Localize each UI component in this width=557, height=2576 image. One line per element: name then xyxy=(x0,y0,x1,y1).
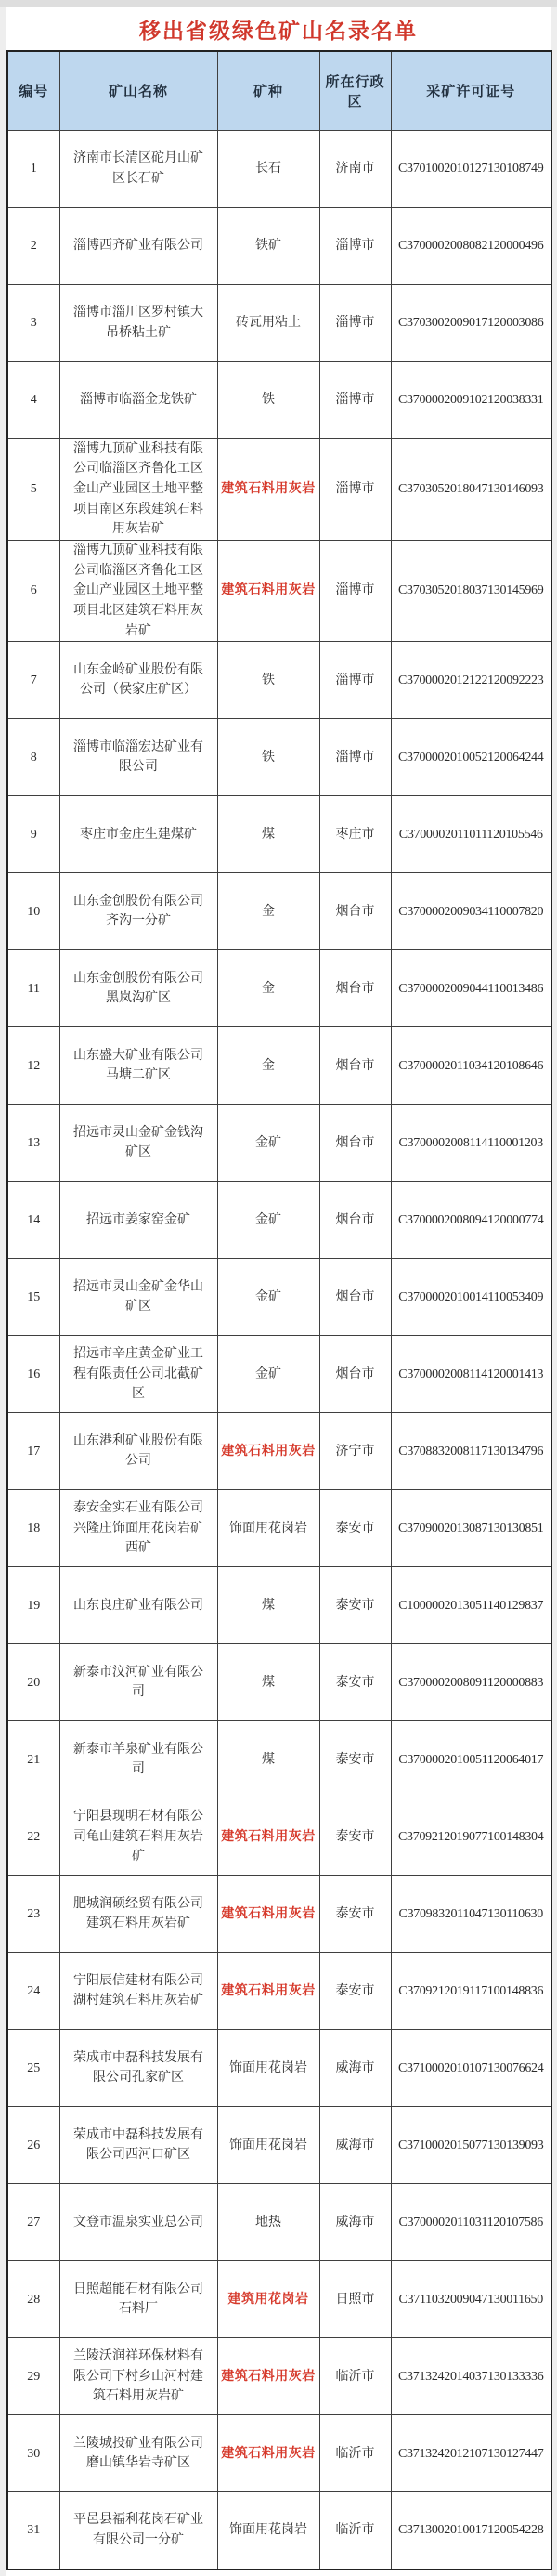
mineral-type-cell: 饰面用花岗岩 xyxy=(217,2107,319,2184)
row-number-cell: 29 xyxy=(7,2338,59,2415)
row-number-cell: 26 xyxy=(7,2107,59,2184)
table-row xyxy=(7,1644,551,1721)
license-number-cell: C3700002008091120000883 xyxy=(391,1644,551,1721)
region-cell: 烟台市 xyxy=(319,1182,391,1259)
license-number-cell: C3700002011011120105546 xyxy=(391,796,551,873)
row-number-cell: 5 xyxy=(7,438,59,540)
mineral-type-cell: 饰面用花岗岩 xyxy=(217,1490,319,1567)
row-number-cell: 14 xyxy=(7,1182,59,1259)
mineral-type-cell: 饰面用花岗岩 xyxy=(217,2492,319,2569)
mine-name-cell: 山东盛大矿业有限公司马塘二矿区 xyxy=(59,1027,217,1105)
row-number-cell: 7 xyxy=(7,642,59,719)
region-cell: 泰安市 xyxy=(319,1953,391,2030)
license-number-cell: C3700002009044110013486 xyxy=(391,950,551,1027)
region-cell: 淄博市 xyxy=(319,719,391,796)
column-header-mineral: 矿种 xyxy=(217,51,319,130)
region-cell: 临沂市 xyxy=(319,2338,391,2415)
table-row xyxy=(7,1721,551,1798)
region-cell: 淄博市 xyxy=(319,642,391,719)
row-number-cell: 15 xyxy=(7,1259,59,1336)
table-row xyxy=(7,2415,551,2492)
table-row xyxy=(7,2030,551,2107)
mineral-type-cell: 金矿 xyxy=(217,1182,319,1259)
mineral-type-cell: 建筑石料用灰岩 xyxy=(217,1798,319,1876)
mineral-type-cell: 金 xyxy=(217,950,319,1027)
license-number-cell: C3713242014037130133336 xyxy=(391,2338,551,2415)
region-cell: 烟台市 xyxy=(319,1259,391,1336)
document-sheet xyxy=(6,7,551,2576)
table-row xyxy=(7,873,551,950)
table-body xyxy=(7,130,551,2569)
mineral-type-cell: 建筑石料用灰岩 xyxy=(217,1876,319,1953)
license-number-cell: C3700002012122120092223 xyxy=(391,642,551,719)
region-cell: 临沂市 xyxy=(319,2415,391,2492)
table-row xyxy=(7,2261,551,2338)
row-number-cell: 24 xyxy=(7,1953,59,2030)
mine-name-cell: 新泰市羊泉矿业有限公司 xyxy=(59,1721,217,1798)
row-number-cell: 2 xyxy=(7,207,59,284)
mineral-type-cell: 建筑石料用灰岩 xyxy=(217,1413,319,1490)
mineral-type-cell: 金矿 xyxy=(217,1259,319,1336)
region-cell: 烟台市 xyxy=(319,1027,391,1105)
mine-name-cell: 招远市灵山金矿金钱沟矿区 xyxy=(59,1105,217,1182)
table-row xyxy=(7,361,551,438)
mine-name-cell: 山东金创股份有限公司齐沟一分矿 xyxy=(59,873,217,950)
table-row xyxy=(7,438,551,540)
region-cell: 泰安市 xyxy=(319,1644,391,1721)
mine-name-cell: 荣成市中磊科技发展有限公司西河口矿区 xyxy=(59,2107,217,2184)
mineral-type-cell: 建筑用花岗岩 xyxy=(217,2261,319,2338)
table-row xyxy=(7,642,551,719)
mine-name-cell: 淄博市临淄金龙铁矿 xyxy=(59,361,217,438)
mine-name-cell: 山东良庄矿业有限公司 xyxy=(59,1567,217,1644)
mine-name-cell: 枣庄市金庄生建煤矿 xyxy=(59,796,217,873)
mine-name-cell: 淄博市淄川区罗村镇大吊桥粘土矿 xyxy=(59,284,217,361)
license-number-cell: C3710002010107130076624 xyxy=(391,2030,551,2107)
mine-name-cell: 新泰市汶河矿业有限公司 xyxy=(59,1644,217,1721)
region-cell: 淄博市 xyxy=(319,540,391,641)
mineral-type-cell: 饰面用花岗岩 xyxy=(217,2030,319,2107)
license-number-cell: C3700002008082120000496 xyxy=(391,207,551,284)
table-row xyxy=(7,1105,551,1182)
mine-name-cell: 淄博九顶矿业科技有限公司临淄区齐鲁化工区金山产业园区土地平整项目北区建筑石料用灰岩矿 xyxy=(59,540,217,641)
row-number-cell: 6 xyxy=(7,540,59,641)
table-row xyxy=(7,1336,551,1413)
mine-name-cell: 兰陵城投矿业有限公司磨山镇华岩寺矿区 xyxy=(59,2415,217,2492)
row-number-cell: 12 xyxy=(7,1027,59,1105)
region-cell: 济宁市 xyxy=(319,1413,391,1490)
table-header xyxy=(7,51,551,130)
mineral-type-cell: 建筑石料用灰岩 xyxy=(217,540,319,641)
column-header-region: 所在行政区 xyxy=(319,51,391,130)
mineral-type-cell: 铁 xyxy=(217,642,319,719)
mineral-type-cell: 金 xyxy=(217,873,319,950)
license-number-cell: C3700002011031120107586 xyxy=(391,2184,551,2261)
mineral-type-cell: 长石 xyxy=(217,130,319,207)
row-number-cell: 25 xyxy=(7,2030,59,2107)
row-number-cell: 11 xyxy=(7,950,59,1027)
table-row xyxy=(7,284,551,361)
license-number-cell: C3703002009017120003086 xyxy=(391,284,551,361)
mine-name-cell: 淄博市临淄宏达矿业有限公司 xyxy=(59,719,217,796)
license-number-cell: C3700002008114110001203 xyxy=(391,1105,551,1182)
mine-name-cell: 山东港利矿业股份有限公司 xyxy=(59,1413,217,1490)
license-number-cell: C3700002008114120001413 xyxy=(391,1336,551,1413)
mine-name-cell: 山东金岭矿业股份有限公司（侯家庄矿区） xyxy=(59,642,217,719)
mine-name-cell: 山东金创股份有限公司黑岚沟矿区 xyxy=(59,950,217,1027)
region-cell: 烟台市 xyxy=(319,873,391,950)
mineral-type-cell: 建筑石料用灰岩 xyxy=(217,1953,319,2030)
license-number-cell: C3708832008117130134796 xyxy=(391,1413,551,1490)
mine-name-cell: 宁阳辰信建材有限公司湖村建筑石料用灰岩矿 xyxy=(59,1953,217,2030)
row-number-cell: 21 xyxy=(7,1721,59,1798)
license-number-cell: C3700002010014110053409 xyxy=(391,1259,551,1336)
region-cell: 淄博市 xyxy=(319,284,391,361)
mine-list-table xyxy=(6,50,552,2570)
mine-name-cell: 兰陵沃润祥环保材料有限公司下村乡山河村建筑石料用灰岩矿 xyxy=(59,2338,217,2415)
row-number-cell: 30 xyxy=(7,2415,59,2492)
mine-name-cell: 肥城润硕经贸有限公司建筑石料用灰岩矿 xyxy=(59,1876,217,1953)
license-number-cell: C3710002015077130139093 xyxy=(391,2107,551,2184)
license-number-cell: C3713242012107130127447 xyxy=(391,2415,551,2492)
license-number-cell: C3709212019117100148836 xyxy=(391,1953,551,2030)
license-number-cell: C3703052018037130145969 xyxy=(391,540,551,641)
license-number-cell: C1000002013051140129837 xyxy=(391,1567,551,1644)
mineral-type-cell: 地热 xyxy=(217,2184,319,2261)
row-number-cell: 10 xyxy=(7,873,59,950)
mineral-type-cell: 建筑石料用灰岩 xyxy=(217,2415,319,2492)
mine-name-cell: 日照超能石材有限公司石料厂 xyxy=(59,2261,217,2338)
license-number-cell: C3700002011034120108646 xyxy=(391,1027,551,1105)
table-row xyxy=(7,1182,551,1259)
table-row xyxy=(7,540,551,641)
mine-name-cell: 淄博西齐矿业有限公司 xyxy=(59,207,217,284)
mine-name-cell: 宁阳县现明石材有限公司龟山建筑石料用灰岩矿 xyxy=(59,1798,217,1876)
mine-name-cell: 平邑县福利花岗石矿业有限公司一分矿 xyxy=(59,2492,217,2569)
license-number-cell: C3701002010127130108749 xyxy=(391,130,551,207)
table-row xyxy=(7,1259,551,1336)
table-row xyxy=(7,719,551,796)
row-number-cell: 22 xyxy=(7,1798,59,1876)
region-cell: 淄博市 xyxy=(319,438,391,540)
mine-name-cell: 泰安金实石业有限公司兴隆庄饰面用花岗岩矿西矿 xyxy=(59,1490,217,1567)
license-number-cell: C3700002009034110007820 xyxy=(391,873,551,950)
table-row xyxy=(7,2107,551,2184)
table-row xyxy=(7,1413,551,1490)
mine-name-cell: 淄博九顶矿业科技有限公司临淄区齐鲁化工区金山产业园区土地平整项目南区东段建筑石料用灰岩矿 xyxy=(59,438,217,540)
row-number-cell: 31 xyxy=(7,2492,59,2569)
mineral-type-cell: 煤 xyxy=(217,1567,319,1644)
region-cell: 泰安市 xyxy=(319,1876,391,1953)
row-number-cell: 17 xyxy=(7,1413,59,1490)
mineral-type-cell: 铁 xyxy=(217,361,319,438)
row-number-cell: 1 xyxy=(7,130,59,207)
row-number-cell: 3 xyxy=(7,284,59,361)
mine-name-cell: 招远市灵山金矿金华山矿区 xyxy=(59,1259,217,1336)
table-row xyxy=(7,2184,551,2261)
region-cell: 威海市 xyxy=(319,2030,391,2107)
table-row xyxy=(7,950,551,1027)
mine-name-cell: 荣成市中磊科技发展有限公司孔家矿区 xyxy=(59,2030,217,2107)
row-number-cell: 18 xyxy=(7,1490,59,1567)
region-cell: 烟台市 xyxy=(319,1105,391,1182)
page-title: 移出省级绿色矿山名录名单 xyxy=(139,19,418,43)
region-cell: 淄博市 xyxy=(319,361,391,438)
table-row xyxy=(7,130,551,207)
row-number-cell: 9 xyxy=(7,796,59,873)
region-cell: 泰安市 xyxy=(319,1567,391,1644)
mine-name-cell: 文登市温泉实业总公司 xyxy=(59,2184,217,2261)
row-number-cell: 27 xyxy=(7,2184,59,2261)
column-header-name: 矿山名称 xyxy=(59,51,217,130)
license-number-cell: C3700002010052120064244 xyxy=(391,719,551,796)
mineral-type-cell: 煤 xyxy=(217,1721,319,1798)
table-row xyxy=(7,2338,551,2415)
license-number-cell: C3711032009047130011650 xyxy=(391,2261,551,2338)
table-row xyxy=(7,207,551,284)
region-cell: 日照市 xyxy=(319,2261,391,2338)
region-cell: 淄博市 xyxy=(319,207,391,284)
table-row xyxy=(7,1876,551,1953)
mine-name-cell: 招远市辛庄黄金矿业工程有限责任公司北截矿区 xyxy=(59,1336,217,1413)
mineral-type-cell: 金 xyxy=(217,1027,319,1105)
table-row xyxy=(7,1953,551,2030)
region-cell: 济南市 xyxy=(319,130,391,207)
region-cell: 威海市 xyxy=(319,2184,391,2261)
row-number-cell: 20 xyxy=(7,1644,59,1721)
mineral-type-cell: 金矿 xyxy=(217,1105,319,1182)
region-cell: 枣庄市 xyxy=(319,796,391,873)
row-number-cell: 4 xyxy=(7,361,59,438)
title-band xyxy=(6,7,551,50)
mineral-type-cell: 煤 xyxy=(217,796,319,873)
row-number-cell: 19 xyxy=(7,1567,59,1644)
column-header-number: 编号 xyxy=(7,51,59,130)
table-row xyxy=(7,1490,551,1567)
row-number-cell: 28 xyxy=(7,2261,59,2338)
license-number-cell: C3713002010017120054228 xyxy=(391,2492,551,2569)
region-cell: 泰安市 xyxy=(319,1721,391,1798)
column-header-license: 采矿许可证号 xyxy=(391,51,551,130)
mineral-type-cell: 建筑石料用灰岩 xyxy=(217,2338,319,2415)
license-number-cell: C3700002010051120064017 xyxy=(391,1721,551,1798)
license-number-cell: C3709832011047130110630 xyxy=(391,1876,551,1953)
page-top-margin xyxy=(0,0,557,7)
row-number-cell: 16 xyxy=(7,1336,59,1413)
table-row xyxy=(7,2492,551,2569)
mineral-type-cell: 铁 xyxy=(217,719,319,796)
mineral-type-cell: 铁矿 xyxy=(217,207,319,284)
license-number-cell: C3703052018047130146093 xyxy=(391,438,551,540)
license-number-cell: C3709212019077100148304 xyxy=(391,1798,551,1876)
mine-name-cell: 招远市姜家窑金矿 xyxy=(59,1182,217,1259)
region-cell: 泰安市 xyxy=(319,1798,391,1876)
region-cell: 威海市 xyxy=(319,2107,391,2184)
region-cell: 临沂市 xyxy=(319,2492,391,2569)
row-number-cell: 13 xyxy=(7,1105,59,1182)
row-number-cell: 8 xyxy=(7,719,59,796)
region-cell: 烟台市 xyxy=(319,1336,391,1413)
table-row xyxy=(7,1027,551,1105)
mineral-type-cell: 煤 xyxy=(217,1644,319,1721)
mine-name-cell: 济南市长清区砣月山矿区长石矿 xyxy=(59,130,217,207)
row-number-cell: 23 xyxy=(7,1876,59,1953)
license-number-cell: C3709002013087130130851 xyxy=(391,1490,551,1567)
mineral-type-cell: 金矿 xyxy=(217,1336,319,1413)
license-number-cell: C3700002008094120000774 xyxy=(391,1182,551,1259)
region-cell: 泰安市 xyxy=(319,1490,391,1567)
table-row xyxy=(7,1567,551,1644)
mineral-type-cell: 砖瓦用粘土 xyxy=(217,284,319,361)
license-number-cell: C3700002009102120038331 xyxy=(391,361,551,438)
mineral-type-cell: 建筑石料用灰岩 xyxy=(217,438,319,540)
table-row xyxy=(7,1798,551,1876)
region-cell: 烟台市 xyxy=(319,950,391,1027)
table-row xyxy=(7,796,551,873)
